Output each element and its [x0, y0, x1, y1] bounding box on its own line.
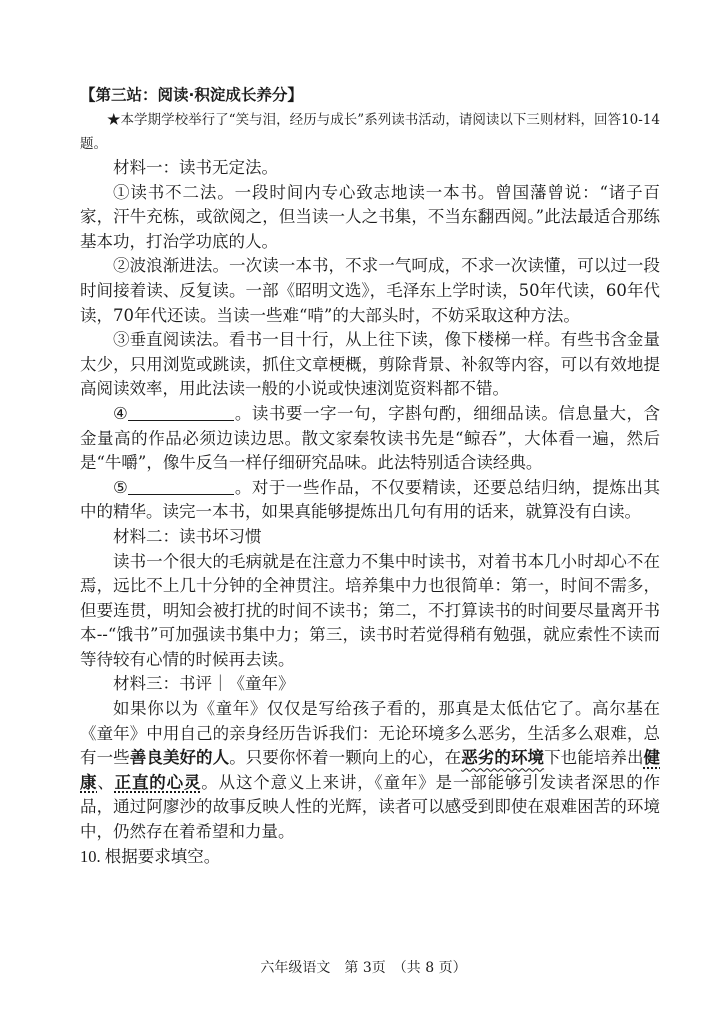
text-segment: 。从这个意义上来讲，《童年》是一部能够引发读者深思的作品，通过阿廖沙的故事反映人性的光辉，读者可以感受到即使在艰难困苦的环境中，仍然存在着希望和力量。	[80, 772, 661, 842]
material-2	[80, 525, 660, 673]
question-10: 10. 根据要求填空。	[80, 846, 221, 866]
material-title: 材料一：读书无定法。	[113, 158, 278, 177]
material-paragraph	[80, 181, 660, 255]
text-segment: 。读书要一字一句，字斟句酌，细细品读。信息量大，含金量高的作品必须边读边思。散文家秦牧读书先是“鲸吞”，大体看一遍，然后是“牛嚼”，像牛反刍一样仔细研究品味。此法特别适合读经典。	[80, 403, 661, 473]
text-segment: ④	[113, 403, 129, 423]
intro-text: ★本学期学校举行了“笑与泪，经历与成长”系列读书活动，请阅读以下三则材料，回答10-14题。	[80, 112, 660, 152]
answer-blank	[128, 477, 234, 495]
text-segment: 下也能培养出	[544, 748, 644, 768]
text-segment: 读书一个很大的毛病就是在注意力不集中时读书，对着书本几小时却心不在焉，远比不上几十分钟的全神贯注。培养集中力也很简单：第一，时间不需多，但要连贯，明知会被打扰的时间不读书；第二，不打算读书的时间要尽量离开书本--“饿书”可加强读书集中力；第三，读书时若觉得稍有勉强，就应索性不读而等待较有心情的时候再去读。	[80, 551, 660, 669]
material-paragraph	[80, 254, 660, 328]
text-segment: 、	[97, 772, 115, 792]
material-paragraph	[80, 402, 660, 476]
answer-blank	[128, 403, 234, 421]
text-segment: ②波浪渐进法。一次读一本书，不求一气呵成，不求一次读懂，可以过一段时间接着读、反复读。一部《昭明文选》，毛泽东上学时读，50年代读，60年代读，70年代还读。当读一些难“啃”的大部头时，不妨采取这种方法。	[80, 256, 660, 325]
text-segment: ①读书不二法。一段时间内专心致志地读一本书。曾国藩曾说：“诸子百家，汗牛充栋，或欲阅之，但当读一人之书集，不当东翻西阅。”此法最适合那练基本功，打治学功底的人。	[80, 182, 660, 251]
emphasized-text: 正直的心灵	[114, 772, 202, 792]
material-paragraph	[80, 328, 660, 402]
text-segment: ⑤	[113, 477, 129, 497]
text-segment: 。只要你怀着一颗向上的心，在	[229, 748, 462, 768]
material-title: 材料三：书评｜《童年》	[113, 674, 295, 694]
page-footer: 六年级语文 第 3页 （共 8 页）	[260, 960, 467, 976]
emphasized-text: 健康	[80, 748, 661, 792]
material-paragraph	[80, 697, 660, 845]
emphasized-text: 恶劣的环境	[461, 748, 545, 768]
document-page	[80, 82, 660, 869]
material-paragraph	[80, 550, 660, 673]
text-segment: 如果你以为《童年》仅仅是写给孩子看的，那真是太低估它了。高尔基在《童年》中用自己的亲身经历告诉我们：无论环境多么恶劣，生活多么艰难，总有一些	[80, 699, 660, 768]
material-title: 材料二：读书坏习惯	[113, 526, 262, 546]
material-1	[80, 156, 660, 525]
material-paragraph	[80, 476, 660, 525]
emphasized-text: 善良美好的人	[129, 748, 230, 768]
section-title: 【第三站：阅读·积淀成长养分】	[80, 86, 303, 104]
text-segment: ③垂直阅读法。看书一目十行，从上往下读，像下楼梯一样。有些书含金量太少，只用浏览或跳读，抓住文章梗概，剪除背景、补叙等内容，可以有效地提高阅读效率，用此法读一般的小说或快速浏览资料都不错。	[80, 330, 660, 399]
text-segment: 。对于一些作品，不仅要精读，还要总结归纳，提炼出其中的精华。读完一本书，如果真能够提炼出几句有用的话来，就算没有白读。	[80, 477, 661, 522]
material-3	[80, 672, 660, 844]
